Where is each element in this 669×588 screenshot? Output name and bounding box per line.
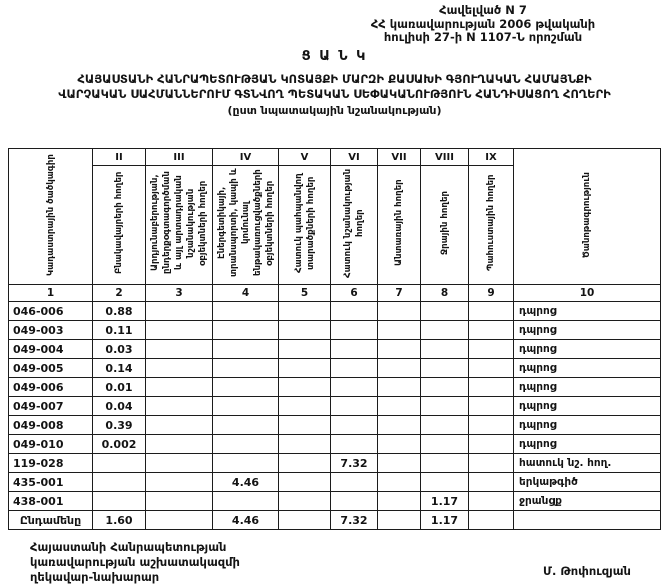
row-note: ջրանցք [514, 492, 661, 511]
cell-col9 [469, 454, 514, 473]
cell-col2: 0.01 [93, 378, 146, 397]
cell-col9 [469, 397, 514, 416]
total-row [9, 511, 661, 530]
cell-col2 [93, 473, 146, 492]
column-number: 9 [469, 285, 514, 302]
cell-col6 [331, 321, 378, 340]
cell-col8 [421, 359, 469, 378]
cell-col2: 1.60 [93, 511, 146, 530]
cell-col5 [279, 454, 331, 473]
cell-col2: 0.03 [93, 340, 146, 359]
row-code: 049-010 [9, 435, 93, 454]
cell-col7 [378, 416, 421, 435]
roman-numeral: III [146, 149, 213, 166]
cell-col8 [421, 397, 469, 416]
cell-col3 [146, 359, 213, 378]
row-note: երկաթգիծ [514, 473, 661, 492]
roman-numeral: VII [378, 149, 421, 166]
cell-col5 [279, 302, 331, 321]
header-industrial-lands-label: Արդյունաբերության, ընդերքօգտագործման և այլ արտադրական նշանակության օբյեկտների հողեր [150, 171, 208, 275]
cell-col3 [146, 378, 213, 397]
cell-col7 [378, 492, 421, 511]
row-code: 119-028 [9, 454, 93, 473]
cell-col9 [469, 340, 514, 359]
cell-col2: 0.11 [93, 321, 146, 340]
cell-col7 [378, 378, 421, 397]
cell-col9 [469, 435, 514, 454]
table-row [9, 435, 661, 454]
cell-col6: 7.32 [331, 454, 378, 473]
cell-col9 [469, 416, 514, 435]
signing-authority-block [30, 540, 240, 585]
cell-col8 [421, 435, 469, 454]
roman-numeral: IX [469, 149, 514, 166]
cell-col4 [213, 302, 279, 321]
cell-col9 [469, 321, 514, 340]
row-note: դպրոց [514, 435, 661, 454]
header-reserve-lands-label: Պահուստային հողեր [486, 174, 496, 272]
cell-col9 [469, 473, 514, 492]
header-water-lands-label: Ջրային հողեր [439, 191, 450, 255]
row-code: 049-004 [9, 340, 93, 359]
row-note: դպրոց [514, 378, 661, 397]
table-row [9, 416, 661, 435]
header-settlement-lands-label: Բնակավայրերի հողեր [114, 171, 124, 275]
header-remarks [514, 149, 661, 285]
cell-col4 [213, 492, 279, 511]
cell-col6 [331, 302, 378, 321]
cell-col6 [331, 473, 378, 492]
column-number: 4 [213, 285, 279, 302]
row-note [514, 511, 661, 530]
cell-col5 [279, 473, 331, 492]
header-special-purpose-lands-label: Հատուկ նշանակության հողեր [343, 168, 365, 278]
cell-col9 [469, 302, 514, 321]
cell-col6 [331, 492, 378, 511]
roman-numeral: II [93, 149, 146, 166]
cell-col3 [146, 302, 213, 321]
row-note: դպրոց [514, 359, 661, 378]
signing-authority-line: ղեկավար-նախարար [30, 570, 160, 584]
column-number: 10 [514, 285, 661, 302]
table-row [9, 492, 661, 511]
header-settlement-lands [93, 166, 146, 285]
cell-col5 [279, 359, 331, 378]
cell-col3 [146, 473, 213, 492]
cell-col6 [331, 416, 378, 435]
cell-col8: 1.17 [421, 511, 469, 530]
table-row [9, 378, 661, 397]
header-forest-lands [378, 166, 421, 285]
header-forest-lands-label: Անտառային հողեր [394, 179, 404, 267]
cell-col4 [213, 378, 279, 397]
row-code: 049-006 [9, 378, 93, 397]
row-note: դպրոց [514, 340, 661, 359]
column-number-row [9, 285, 661, 302]
roman-numeral: VIII [421, 149, 469, 166]
cell-col5 [279, 435, 331, 454]
cell-col4 [213, 454, 279, 473]
cell-col2: 0.14 [93, 359, 146, 378]
table-row [9, 359, 661, 378]
appendix-header-line: ՀՀ կառավարության 2006 թվականի [370, 16, 596, 31]
cell-col8 [421, 302, 469, 321]
cell-col2 [93, 492, 146, 511]
row-note: դպրոց [514, 302, 661, 321]
cell-col2: 0.88 [93, 302, 146, 321]
column-number: 3 [146, 285, 213, 302]
cell-col3 [146, 492, 213, 511]
roman-numeral: VI [331, 149, 378, 166]
roman-numeral: V [279, 149, 331, 166]
cell-col7 [378, 359, 421, 378]
column-number: 5 [279, 285, 331, 302]
header-cadastral-code-label: Կադաստրային ծածկագիր [45, 154, 56, 276]
cell-col6 [331, 359, 378, 378]
row-code: 046-006 [9, 302, 93, 321]
header-water-lands [421, 166, 469, 285]
cell-col5 [279, 321, 331, 340]
cell-col7 [378, 454, 421, 473]
cell-col4: 4.46 [213, 473, 279, 492]
cell-col5 [279, 416, 331, 435]
signature-name: Մ. Թոփուզյան [543, 564, 631, 578]
cell-col8 [421, 416, 469, 435]
document-caption: Ց Ա Ն Կ [301, 49, 368, 64]
cell-col8 [421, 473, 469, 492]
row-note: դպրոց [514, 321, 661, 340]
row-note: դպրոց [514, 397, 661, 416]
cell-col9 [469, 378, 514, 397]
column-number: 1 [9, 285, 93, 302]
cell-col5 [279, 397, 331, 416]
cell-col5 [279, 378, 331, 397]
header-industrial-lands [146, 166, 213, 285]
signing-authority-line: Հայաստանի Հանրապետության [30, 540, 227, 554]
cell-col9 [469, 359, 514, 378]
cell-col8 [421, 321, 469, 340]
header-reserve-lands [469, 166, 514, 285]
header-remarks-label: Ծանոթագրություն [582, 172, 592, 258]
cell-col5 [279, 511, 331, 530]
column-number: 8 [421, 285, 469, 302]
header-infrastructure-lands-label: Էներգետիկայի, տրանսպորտի, կապի և կոմունալ ենթակառուցվածքների օբյեկտների հողեր [216, 168, 275, 278]
signing-authority-line: կառավարության աշխատակազմի [30, 555, 240, 569]
row-code: 049-008 [9, 416, 93, 435]
cell-col4 [213, 359, 279, 378]
cell-col6 [331, 378, 378, 397]
header-protected-lands-label: Հատուկ պահպանվող տարածքների հողեր [293, 173, 316, 273]
cell-col3 [146, 435, 213, 454]
cell-col4 [213, 321, 279, 340]
table-row [9, 321, 661, 340]
row-note: հատուկ նշ. հող. [514, 454, 661, 473]
cell-col4 [213, 340, 279, 359]
appendix-header-line: Հավելված N 7 [439, 3, 527, 17]
cell-col2: 0.39 [93, 416, 146, 435]
cell-col6 [331, 397, 378, 416]
cell-col9 [469, 492, 514, 511]
cell-col8 [421, 378, 469, 397]
cell-col7 [378, 397, 421, 416]
cell-col6 [331, 340, 378, 359]
cell-col6: 7.32 [331, 511, 378, 530]
cell-col4 [213, 416, 279, 435]
table-row [9, 302, 661, 321]
table-row [9, 340, 661, 359]
total-label: Ընդամենը [9, 511, 93, 530]
table-row [9, 397, 661, 416]
row-code: 049-003 [9, 321, 93, 340]
cell-col7 [378, 321, 421, 340]
cell-col7 [378, 435, 421, 454]
cell-col2: 0.04 [93, 397, 146, 416]
row-code: 049-007 [9, 397, 93, 416]
document-title-line1: ՀԱՅԱՍՏԱՆԻ ՀԱՆՐԱՊԵՏՈՒԹՅԱՆ ԿՈՏԱՅՔԻ ՄԱՐԶԻ ՔԱՍԱԽԻ ԳՅՈՒՂԱԿԱՆ ՀԱՄԱՅՆՔԻ [77, 72, 592, 86]
header-infrastructure-lands [213, 166, 279, 285]
column-number: 6 [331, 285, 378, 302]
cell-col9 [469, 511, 514, 530]
cell-col3 [146, 321, 213, 340]
appendix-header [300, 4, 666, 45]
header-protected-lands [279, 166, 331, 285]
column-number: 7 [378, 285, 421, 302]
appendix-header-line: հուլիսի 27-ի N 1107-Ն որոշման [383, 30, 583, 44]
cell-col3 [146, 511, 213, 530]
cell-col8: 1.17 [421, 492, 469, 511]
cell-col7 [378, 473, 421, 492]
cell-col5 [279, 492, 331, 511]
row-code: 049-005 [9, 359, 93, 378]
cell-col7 [378, 511, 421, 530]
cell-col3 [146, 397, 213, 416]
cell-col8 [421, 340, 469, 359]
data-rows [9, 302, 661, 530]
cell-col3 [146, 416, 213, 435]
document-title-line2: ՎԱՐՉԱԿԱՆ ՍԱՀՄԱՆՆԵՐՈՒՄ ԳՏՆՎՈՂ ՊԵՏԱԿԱՆ ՍԵՓԱԿԱՆՈՒԹՅՈՒՆ ՀԱՆԴԻՍԱՑՈՂ ՀՈՂԵՐԻ [58, 87, 611, 101]
cell-col5 [279, 340, 331, 359]
header-cadastral-code [9, 149, 93, 285]
cell-col4 [213, 397, 279, 416]
header-special-purpose-lands [331, 166, 378, 285]
cell-col7 [378, 302, 421, 321]
cell-col6 [331, 435, 378, 454]
cell-col2: 0.002 [93, 435, 146, 454]
cell-col2 [93, 454, 146, 473]
column-number: 2 [93, 285, 146, 302]
document-subtitle: (ըստ նպատակային նշանակության) [227, 104, 442, 117]
cell-col7 [378, 340, 421, 359]
roman-numeral-row [9, 149, 661, 166]
roman-numeral: IV [213, 149, 279, 166]
row-note: դպրոց [514, 416, 661, 435]
cell-col3 [146, 340, 213, 359]
land-table [8, 148, 661, 530]
row-code: 435-001 [9, 473, 93, 492]
cell-col4: 4.46 [213, 511, 279, 530]
cell-col3 [146, 454, 213, 473]
row-code: 438-001 [9, 492, 93, 511]
table-row [9, 454, 661, 473]
cell-col8 [421, 454, 469, 473]
cell-col4 [213, 435, 279, 454]
table-row [9, 473, 661, 492]
